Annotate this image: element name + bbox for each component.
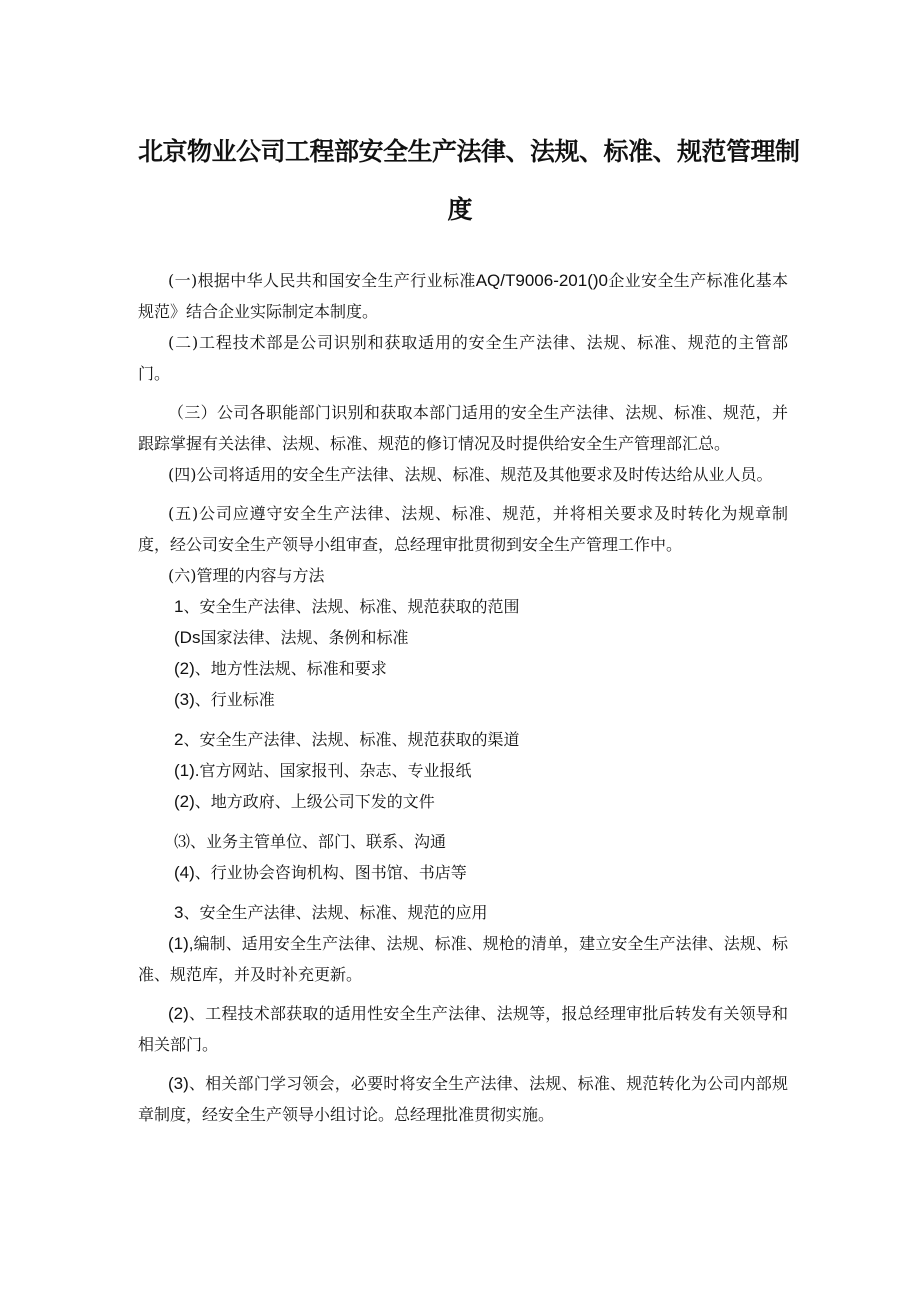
list-item-number: (Ds bbox=[174, 628, 201, 647]
list-item bbox=[138, 622, 788, 653]
section-1-text: 、安全生产法律、法规、标准、规范获取的范围 bbox=[183, 597, 520, 616]
section-3-text: 、安全生产法律、法规、标准、规范的应用 bbox=[183, 903, 488, 922]
list-item-text: 国家法律、法规、条例和标准 bbox=[200, 628, 409, 647]
section-3-heading bbox=[138, 897, 788, 928]
section-3-item-1 bbox=[138, 928, 788, 990]
list-item-text: 、地方政府、上级公司下发的文件 bbox=[194, 792, 435, 811]
list-item-text: 、行业协会咨询机构、图书馆、书店等 bbox=[194, 863, 467, 882]
section-2-number: 2 bbox=[174, 730, 184, 749]
list-item-number: ⑶ bbox=[174, 832, 191, 851]
section-3-item-3 bbox=[138, 1068, 788, 1130]
list-item bbox=[138, 653, 788, 684]
list-item-number: (4) bbox=[174, 863, 195, 882]
list-item-number: (1), bbox=[168, 934, 194, 953]
list-item-number: (1). bbox=[174, 761, 200, 780]
paragraph-1-text-a: (一)根据中华人民共和国安全生产行业标准 bbox=[168, 271, 476, 290]
list-item-text: 官方网站、国家报刊、杂志、专业报纸 bbox=[199, 761, 472, 780]
list-item-text: 、相关部门学习领会，必要时将安全生产法律、法规、标准、规范转化为公司内部规章制度，经安全生产领导小组讨论。总经理批准贯彻实施。 bbox=[138, 1074, 788, 1124]
list-item-text: 、业务主管单位、部门、联系、沟通 bbox=[190, 832, 447, 851]
document-title-continued: 度 bbox=[447, 195, 473, 224]
list-item-number: (2) bbox=[168, 1004, 189, 1023]
list-item bbox=[138, 684, 788, 715]
list-item-text: 、地方性法规、标准和要求 bbox=[194, 659, 387, 678]
section-1-number: 1 bbox=[174, 597, 184, 616]
paragraph-2: (二)工程技术部是公司识别和获取适用的安全生产法律、法规、标准、规范的主管部门。 bbox=[138, 333, 788, 383]
section-1-heading bbox=[138, 591, 788, 622]
paragraph-6: (六)管理的内容与方法 bbox=[168, 566, 325, 585]
list-item-text: 、工程技术部获取的适用性安全生产法律、法规等，报总经理审批后转发有关领导和相关部门。 bbox=[138, 1004, 788, 1054]
list-item-number: (2) bbox=[174, 659, 195, 678]
paragraph-5: (五)公司应遵守安全生产法律、法规、标准、规范，并将相关要求及时转化为规章制度，经公司安全生产领导小组审查，总经理审批贯彻到安全生产管理工作中。 bbox=[138, 504, 788, 554]
document-body bbox=[138, 265, 788, 1130]
list-item bbox=[138, 786, 788, 817]
list-item-number: (3) bbox=[168, 1074, 189, 1093]
paragraph-1 bbox=[138, 265, 788, 327]
list-item bbox=[138, 755, 788, 786]
paragraph-3: （三）公司各职能部门识别和获取本部门适用的安全生产法律、法规、标准、规范，并跟踪掌握有关法律、法规、标准、规范的修订情况及时提供给安全生产管理部汇总。 bbox=[138, 403, 788, 453]
section-2-heading bbox=[138, 724, 788, 755]
list-item-text: 编制、适用安全生产法律、法规、标准、规枪的清单，建立安全生产法律、法规、标准、规范库，并及时补充更新。 bbox=[138, 934, 788, 984]
list-item-number: (2) bbox=[174, 792, 195, 811]
list-item-number: (3) bbox=[174, 690, 195, 709]
standard-code: AQ/T9006-201()0 bbox=[475, 271, 608, 290]
list-item-text: 、行业标准 bbox=[194, 690, 275, 709]
list-item bbox=[138, 826, 788, 857]
paragraph-4: (四)公司将适用的安全生产法律、法规、标准、规范及其他要求及时传达给从业人员。 bbox=[168, 465, 773, 484]
document-title: 北京物业公司工程部安全生产法律、法规、标准、规范管理制 bbox=[138, 137, 800, 166]
paragraph-1-text-b: 企业安全生产标准化基本规范》结合企业实际制定本制度。 bbox=[138, 271, 788, 321]
list-item bbox=[138, 857, 788, 888]
section-2-text: 、安全生产法律、法规、标准、规范获取的渠道 bbox=[183, 730, 520, 749]
section-3-item-2 bbox=[138, 998, 788, 1060]
section-3-number: 3 bbox=[174, 903, 184, 922]
